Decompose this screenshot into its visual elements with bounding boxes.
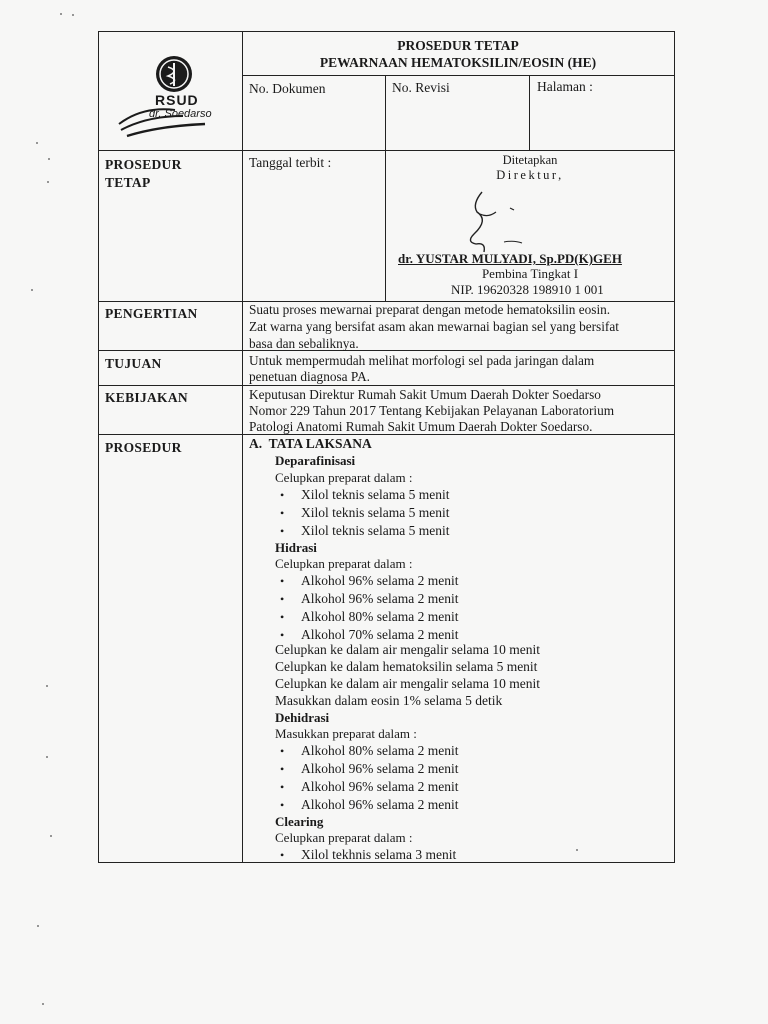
row-label-prosedur: PROSEDUR — [105, 440, 182, 455]
hospital-logo — [113, 50, 223, 140]
ditetapkan-label: Ditetapkan — [502, 153, 558, 167]
direktur-label: Direktur, — [496, 168, 564, 182]
dehidrasi-intro: Masukkan preparat dalam : — [275, 726, 417, 741]
director-rank: Pembina Tingkat I — [481, 266, 579, 281]
halaman-label: Halaman : — [537, 79, 593, 94]
list-item: • Xilol tekhnis selama 3 menit — [301, 847, 456, 863]
list-item: • Xilol teknis selama 5 menit — [301, 523, 449, 539]
clearing-heading: Clearing — [275, 814, 324, 829]
logo-text-rsud: RSUD — [155, 92, 199, 108]
procedure-document — [98, 31, 675, 863]
no-dokumen-label: No. Dokumen — [249, 81, 326, 96]
tujuan-line-1: Untuk mempermudah melihat morfologi sel pada jaringan dalam — [249, 353, 595, 368]
row-label-kebijakan: KEBIJAKAN — [105, 390, 188, 405]
pengertian-line-3: basa dan sebaliknya. — [249, 336, 359, 351]
row-label-prosedur-tetap: PROSEDUR TETAP — [105, 157, 182, 190]
hidrasi-step: Celupkan ke dalam air mengalir selama 10 menit — [275, 642, 541, 657]
kebijakan-line-3: Patologi Anatomi Rumah Sakit Umum Daerah Dokter Soedarso. — [249, 419, 593, 434]
row-label-pengertian: PENGERTIAN — [105, 306, 198, 321]
pengertian-line-2: Zat warna yang bersifat asam akan mewarnai bagian sel yang bersifat — [249, 319, 619, 334]
list-item: • Alkohol 70% selama 2 menit — [301, 627, 458, 643]
list-item: • Alkohol 80% selama 2 menit — [301, 743, 458, 759]
hidrasi-heading: Hidrasi — [275, 540, 317, 555]
list-item: • Xilol teknis selama 5 menit — [301, 487, 449, 503]
no-revisi-label: No. Revisi — [392, 80, 450, 95]
director-nip: NIP. 19620328 198910 1 001 — [451, 282, 604, 297]
document-subtitle: PEWARNAAN HEMATOKSILIN/EOSIN (HE) — [319, 55, 597, 70]
list-item: • Alkohol 96% selama 2 menit — [301, 591, 458, 607]
list-item: • Alkohol 96% selama 2 menit — [301, 573, 458, 589]
kebijakan-line-2: Nomor 229 Tahun 2017 Tentang Kebijakan Pelayanan Laboratorium — [249, 403, 615, 418]
list-item: • Alkohol 96% selama 2 menit — [301, 797, 458, 813]
director-signature — [444, 182, 544, 262]
kebijakan-line-1: Keputusan Direktur Rumah Sakit Umum Daerah Dokter Soedarso — [249, 387, 601, 402]
row-label-tujuan: TUJUAN — [105, 356, 162, 371]
list-item: • Alkohol 96% selama 2 menit — [301, 761, 458, 777]
hidrasi-step: Celupkan ke dalam air mengalir selama 10 menit — [275, 676, 541, 691]
logo-text-hospital-name: dr. Soedarso — [149, 108, 212, 120]
tujuan-line-2: penetuan diagnosa PA. — [249, 369, 371, 384]
dehidrasi-heading: Dehidrasi — [275, 710, 330, 725]
hidrasi-step: Celupkan ke dalam hematoksilin selama 5 menit — [275, 659, 538, 674]
hidrasi-intro: Celupkan preparat dalam : — [275, 556, 413, 571]
pengertian-line-1: Suatu proses mewarnai preparat dengan metode hematoksilin eosin. — [249, 302, 611, 317]
list-item: • Alkohol 80% selama 2 menit — [301, 609, 458, 625]
list-item: • Xilol teknis selama 5 menit — [301, 505, 449, 521]
clearing-intro: Celupkan preparat dalam : — [275, 830, 413, 845]
director-name: dr. YUSTAR MULYADI, Sp.PD(K)GEH — [398, 251, 622, 266]
tata-laksana-heading: A. TATA LAKSANA — [249, 436, 372, 451]
tanggal-terbit-label: Tanggal terbit : — [249, 155, 332, 170]
list-item: • Alkohol 96% selama 2 menit — [301, 779, 458, 795]
deparafinisasi-heading: Deparafinisasi — [275, 453, 356, 468]
document-title: PROSEDUR TETAP — [397, 38, 519, 53]
hidrasi-step: Masukkan dalam eosin 1% selama 5 detik — [275, 693, 503, 708]
deparafinisasi-intro: Celupkan preparat dalam : — [275, 470, 413, 485]
